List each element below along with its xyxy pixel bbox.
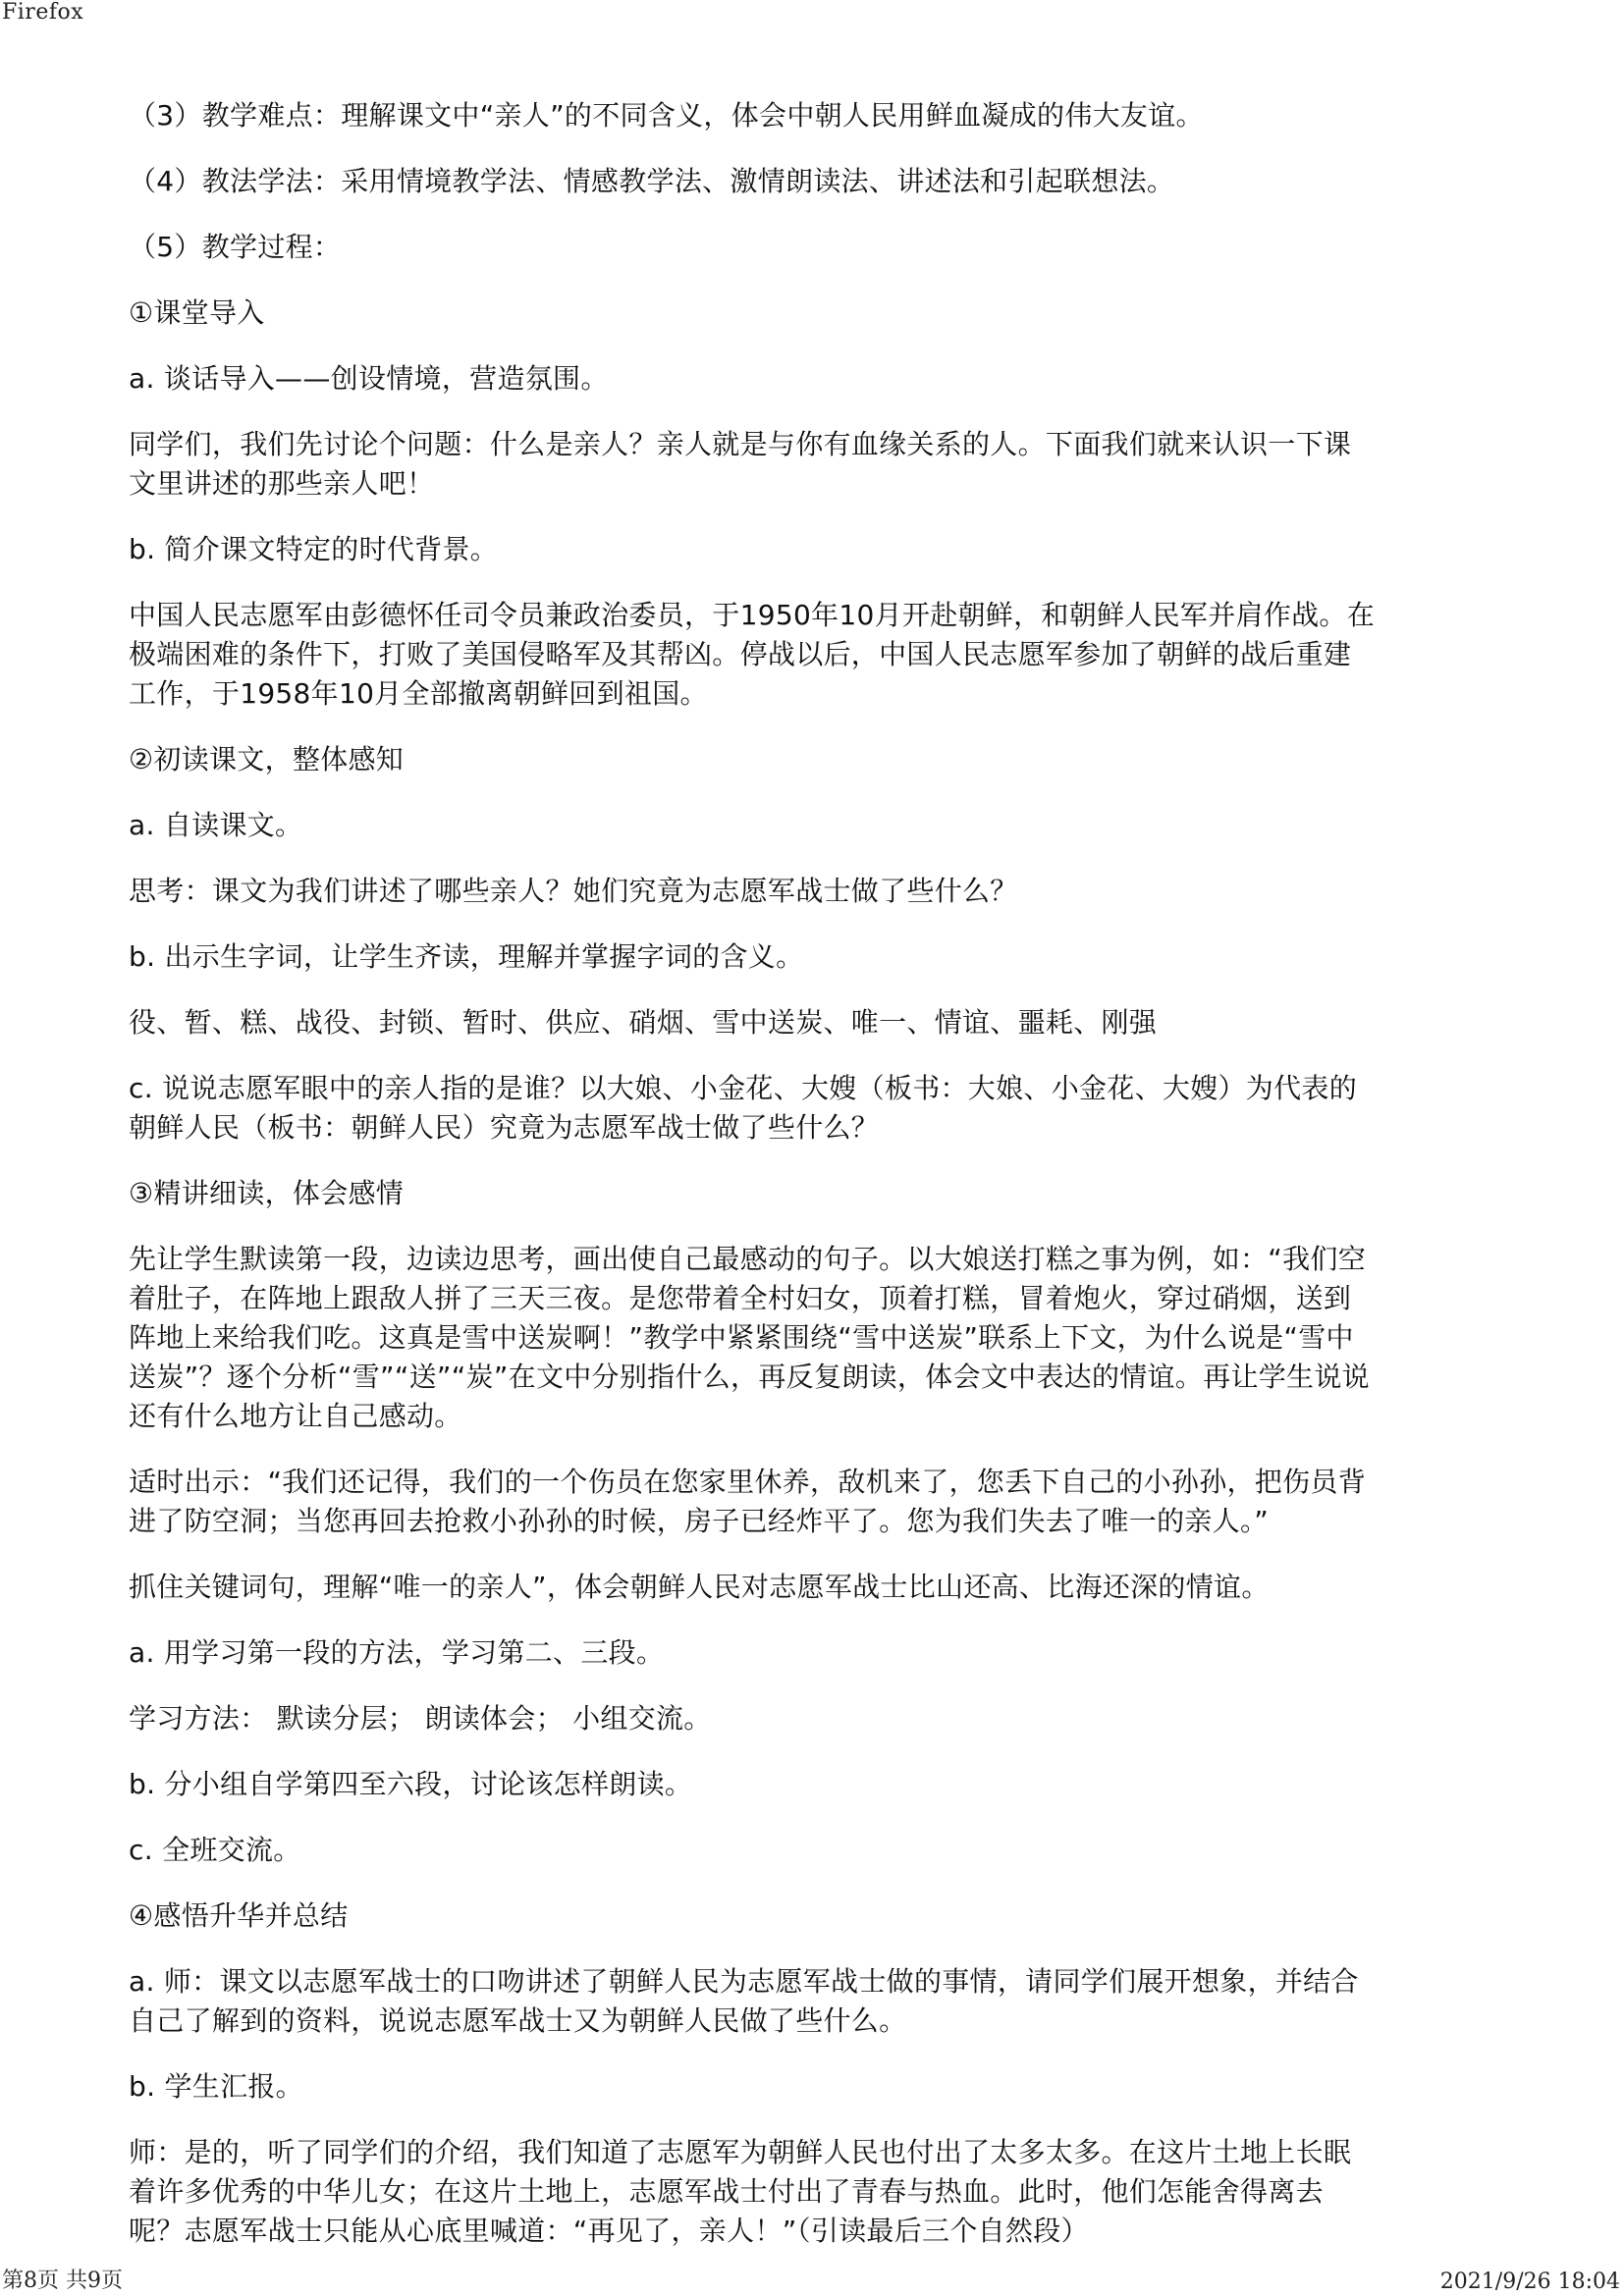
paragraph-body: 中国人民志愿军由彭德怀任司令员兼政治委员，于1950年10月开赴朝鲜，和朝鲜人民军并肩作战。在极端困难的条件下，打败了美国侵略军及其帮凶。停战以后，中国人民志愿军参加了朝鲜的战后重建工作，于1958年10月全部撤离朝鲜回到祖国。 (129, 599, 1375, 710)
paragraph-body: 适时出示：“我们还记得，我们的一个伤员在您家里休养，敌机来了，您丢下自己的小孙孙，把伤员背进了防空洞；当您再回去抢救小孙孙的时候，房子已经炸平了。您为我们失去了唯一的亲人。” (129, 1466, 1367, 1537)
paragraph-item: b. 分小组自学第四至六段，讨论该怎样朗读。 (129, 1768, 693, 1800)
paragraph-item: a. 自读课文。 (129, 809, 303, 841)
browser-title: Firefox (2, 0, 84, 25)
page-number: 第8页 共9页 (2, 2269, 123, 2293)
paragraph-body: 学习方法： 默读分层； 朗读体会； 小组交流。 (129, 1702, 712, 1735)
paragraph-item: c. 全班交流。 (129, 1834, 301, 1866)
paragraph-body: 先让学生默读第一段，边读边思考，画出使自己最感动的句子。以大娘送打糕之事为例，如：“我们空着肚子，在阵地上跟敌人拼了三天三夜。是您带着全村妇女，顶着打糕，冒着炮火，穿过硝烟，送到阵地上来给我们吃。这真是雪中送炭啊！”教学中紧紧围绕“雪中送炭”联系上下文，为什么说是“雪中送炭”？逐个分析“雪”“送”“炭”在文中分别指什么，再反复朗读，体会文中表达的情谊。再让学生说说还有什么地方让自己感动。 (129, 1243, 1370, 1432)
document-body (129, 96, 1376, 2277)
section-heading-close-reading: ③精讲细读，体会感情 (129, 1177, 405, 1209)
paragraph-teaching-methods: （4）教法学法：采用情境教学法、情感教学法、激情朗读法、讲述法和引起联想法。 (129, 165, 1175, 197)
paragraph-body: 师：是的，听了同学们的介绍，我们知道了志愿军为朝鲜人民也付出了太多太多。在这片土地上长眠着许多优秀的中华儿女；在这片土地上，志愿军战士付出了青春与热血。此时，他们怎能舍得离去呢？志愿军战士只能从心底里喊道：“再见了，亲人！”（引读最后三个自然段） (129, 2136, 1352, 2247)
section-heading-summary: ④感悟升华并总结 (129, 1899, 349, 1932)
paragraph-vocab-list: 役、暂、糕、战役、封锁、暂时、供应、硝烟、雪中送炭、唯一、情谊、噩耗、刚强 (129, 1006, 1158, 1039)
section-heading-first-reading: ②初读课文，整体感知 (129, 743, 405, 775)
paragraph-item: b. 学生汇报。 (129, 2070, 303, 2103)
paragraph-item: c. 说说志愿军眼中的亲人指的是谁？以大娘、小金花、大嫂（板书：大娘、小金花、大嫂）为代表的朝鲜人民（板书：朝鲜人民）究竟为志愿军战士做了些什么？ (129, 1072, 1357, 1144)
paragraph-item: b. 出示生字词，让学生齐读，理解并掌握字词的含义。 (129, 940, 804, 973)
paragraph-teaching-difficulty: （3）教学难点：理解课文中“亲人”的不同含义，体会中朝人民用鲜血凝成的伟大友谊。 (129, 99, 1204, 132)
print-timestamp: 2021/9/26 18:04 (1439, 2269, 1620, 2294)
paragraph-item: a. 师：课文以志愿军战士的口吻讲述了朝鲜人民为志愿军战士做的事情，请同学们展开想象，并结合自己了解到的资料，说说志愿军战士又为朝鲜人民做了些什么。 (129, 1965, 1359, 2037)
paragraph-item: a. 谈话导入——创设情境，营造氛围。 (129, 362, 609, 395)
paragraph-teaching-process: （5）教学过程： (129, 231, 342, 263)
paragraph-body: 同学们，我们先讨论个问题：什么是亲人？亲人就是与你有血缘关系的人。下面我们就来认识一下课文里讲述的那些亲人吧！ (129, 428, 1352, 500)
paragraph-item: a. 用学习第一段的方法，学习第二、三段。 (129, 1636, 665, 1669)
section-heading-intro: ①课堂导入 (129, 296, 265, 329)
paragraph-item: b. 简介课文特定的时代背景。 (129, 533, 499, 565)
paragraph-body: 思考：课文为我们讲述了哪些亲人？她们究竟为志愿军战士做了些什么？ (129, 875, 1018, 907)
paragraph-body: 抓住关键词句，理解“唯一的亲人”，体会朝鲜人民对志愿军战士比山还高、比海还深的情谊。 (129, 1571, 1270, 1603)
